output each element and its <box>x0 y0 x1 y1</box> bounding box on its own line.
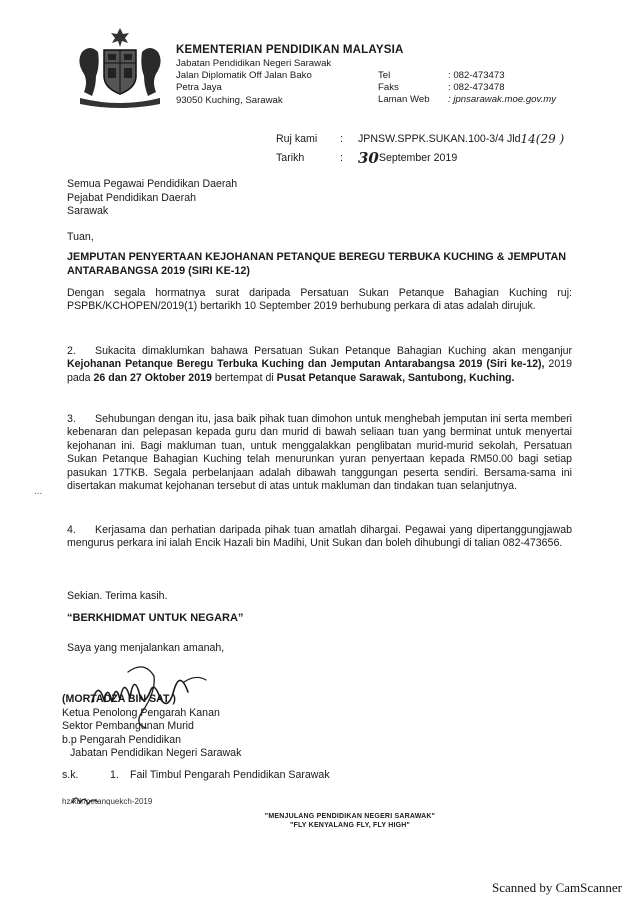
handwritten-day: 30 <box>358 149 379 167</box>
paragraph-text: bertempat di <box>211 371 277 384</box>
paragraph-text: Kerjasama dan perhatian daripada pihak tuan amatlah dihargai. Pegawai yang dipertanggungjawab mengurus perkara ini ialah Encik Hazali bin Madihi, Unit Sukan dan boleh dihubungi di talian 082-473656. <box>67 524 572 550</box>
event-venue: Pusat Petanque Sarawak, Santubong, Kuching. <box>276 371 515 384</box>
letter-subject: JEMPUTAN PENYERTAAN KEJOHANAN PETANQUE BEREGU TERBUKA KUCHING & JEMPUTAN ANTARABANGSA 2019 (SIRI KE-12) <box>67 251 567 277</box>
event-name: Kejohanan Petanque Beregu Terbuka Kuching dan Jemputan Antarabangsa 2019 (Siri ke-12), <box>67 358 545 371</box>
slogan-line: "MENJULANG PENDIDIKAN NEGERI SARAWAK" <box>264 813 436 820</box>
date-label: Tarikh <box>276 152 305 164</box>
footer-slogans <box>200 812 500 830</box>
closing-thanks: Sekian. Terima kasih. <box>67 590 168 602</box>
slogan-line: "FLY KENYALANG FLY, FLY HIGH" <box>289 822 411 829</box>
salutation: Tuan, <box>67 231 94 243</box>
signer-department: Jabatan Pendidikan Negeri Sarawak <box>70 747 242 759</box>
coat-of-arms-logo <box>70 22 170 110</box>
margin-dots: ... <box>34 486 43 497</box>
contact-label: Laman Web <box>378 94 430 106</box>
file-reference: hz/kdr/petanquekch-2019 <box>62 797 153 806</box>
contact-label: Tel <box>378 70 391 81</box>
paragraph-number: 4. <box>67 524 76 536</box>
address-line: Jabatan Pendidikan Negeri Sarawak <box>176 58 332 69</box>
event-dates: 26 dan 27 Oktober 2019 <box>93 371 212 384</box>
reference-label: Ruj kami <box>276 133 318 145</box>
contact-value: : 082-473478 <box>448 82 505 94</box>
recipient-address <box>67 178 237 219</box>
recipient-line: Pejabat Pendidikan Daerah <box>67 191 196 204</box>
carbon-copy <box>62 769 330 781</box>
paragraph-4 <box>67 524 572 551</box>
cc-number: 1. <box>110 769 119 781</box>
address-line: 93050 Kuching, Sarawak <box>176 94 283 106</box>
paragraph-number: 3. <box>67 413 76 425</box>
recipient-line: Semua Pegawai Pendidikan Daerah <box>67 178 238 190</box>
reference-number: JPNSW.SPPK.SUKAN.100-3/4 Jld <box>358 133 521 145</box>
contact-row-tel <box>378 70 556 82</box>
date-row <box>276 149 564 168</box>
handwritten-reference-number: 14(29 ) <box>520 132 565 146</box>
closing-amanah: Saya yang menjalankan amanah, <box>67 642 225 654</box>
paragraph-text: Sehubungan dengan itu, jasa baik pihak tuan dimohon untuk menghebah jemputan ini serta memberi kebenaran dan pelepasan kepada guru dan murid di bawah seliaan tuan yang berminat untuk menyertai kejohanan ini. Bagi makluman tuan, untuk menggalakkan penglibatan murid-murid sekolah, Persatuan Sukan Petanque Bahagian Kuching telah menurunkan yuran penyertaan kepada RM50.00 bagi setiap pasukan 17TKB. Segala perbelanjaan adalah dibawah tanggungan peserta sendiri. Bersama-sama ini disertakan makumat kejohanan tersebut di atas untuk makluman dan tindakan tuan selanjutnya. <box>67 413 572 493</box>
paragraph-3 <box>67 413 572 493</box>
sender-address <box>176 58 331 107</box>
contact-info <box>378 70 556 107</box>
paragraph-number: 2. <box>67 345 76 357</box>
paragraph-text: 2019 pada <box>67 358 573 384</box>
scanner-watermark: Scanned by CamScanner <box>492 880 622 895</box>
initials-scribble <box>70 793 120 807</box>
recipient-line: Sarawak <box>67 205 109 217</box>
signer-title: Ketua Penolong Pengarah Kanan <box>62 706 220 719</box>
closing-motto: “BERKHIDMAT UNTUK NEGARA” <box>67 612 244 624</box>
contact-label: Faks <box>378 82 399 94</box>
contact-row-web <box>378 94 556 106</box>
paragraph-2 <box>67 345 572 385</box>
address-line: Jalan Diplomatik Off Jalan Bako <box>176 70 312 82</box>
date-separator: : <box>340 152 343 164</box>
cc-recipient: Fail Timbul Pengarah Pendidikan Sarawak <box>130 769 330 781</box>
contact-row-fax <box>378 82 556 94</box>
contact-value: : 082-473473 <box>448 70 505 81</box>
reference-separator: : <box>340 133 343 145</box>
contact-value: : jpnsarawak.moe.gov.my <box>448 94 557 106</box>
paragraph-text: Sukacita dimaklumkan bahawa Persatuan Sukan Petanque Bahagian Kuching akan menganjur <box>95 345 572 357</box>
signer-name: (MORTADZA BIN SAT ) <box>62 693 176 705</box>
signer-block <box>62 693 241 761</box>
signer-on-behalf: b.p Pengarah Pendidikan <box>62 733 181 746</box>
date-month-year: September 2019 <box>378 152 458 164</box>
signer-sector: Sektor Pembangunan Murid <box>62 720 194 732</box>
reference-row <box>276 130 564 149</box>
paragraph-1: Dengan segala hormatnya surat daripada Persatuan Sukan Petanque Bahagian Kuching ruj: PSPBK/KCHOPEN/2019(1) bertarikh 10 September 2019 berhubung perkara di atas adalah dirujuk. <box>67 287 572 313</box>
ministry-name: KEMENTERIAN PENDIDIKAN MALAYSIA <box>176 44 404 56</box>
address-line: Petra Jaya <box>176 82 222 94</box>
cc-label: s.k. <box>62 769 79 781</box>
reference-block <box>276 130 564 168</box>
